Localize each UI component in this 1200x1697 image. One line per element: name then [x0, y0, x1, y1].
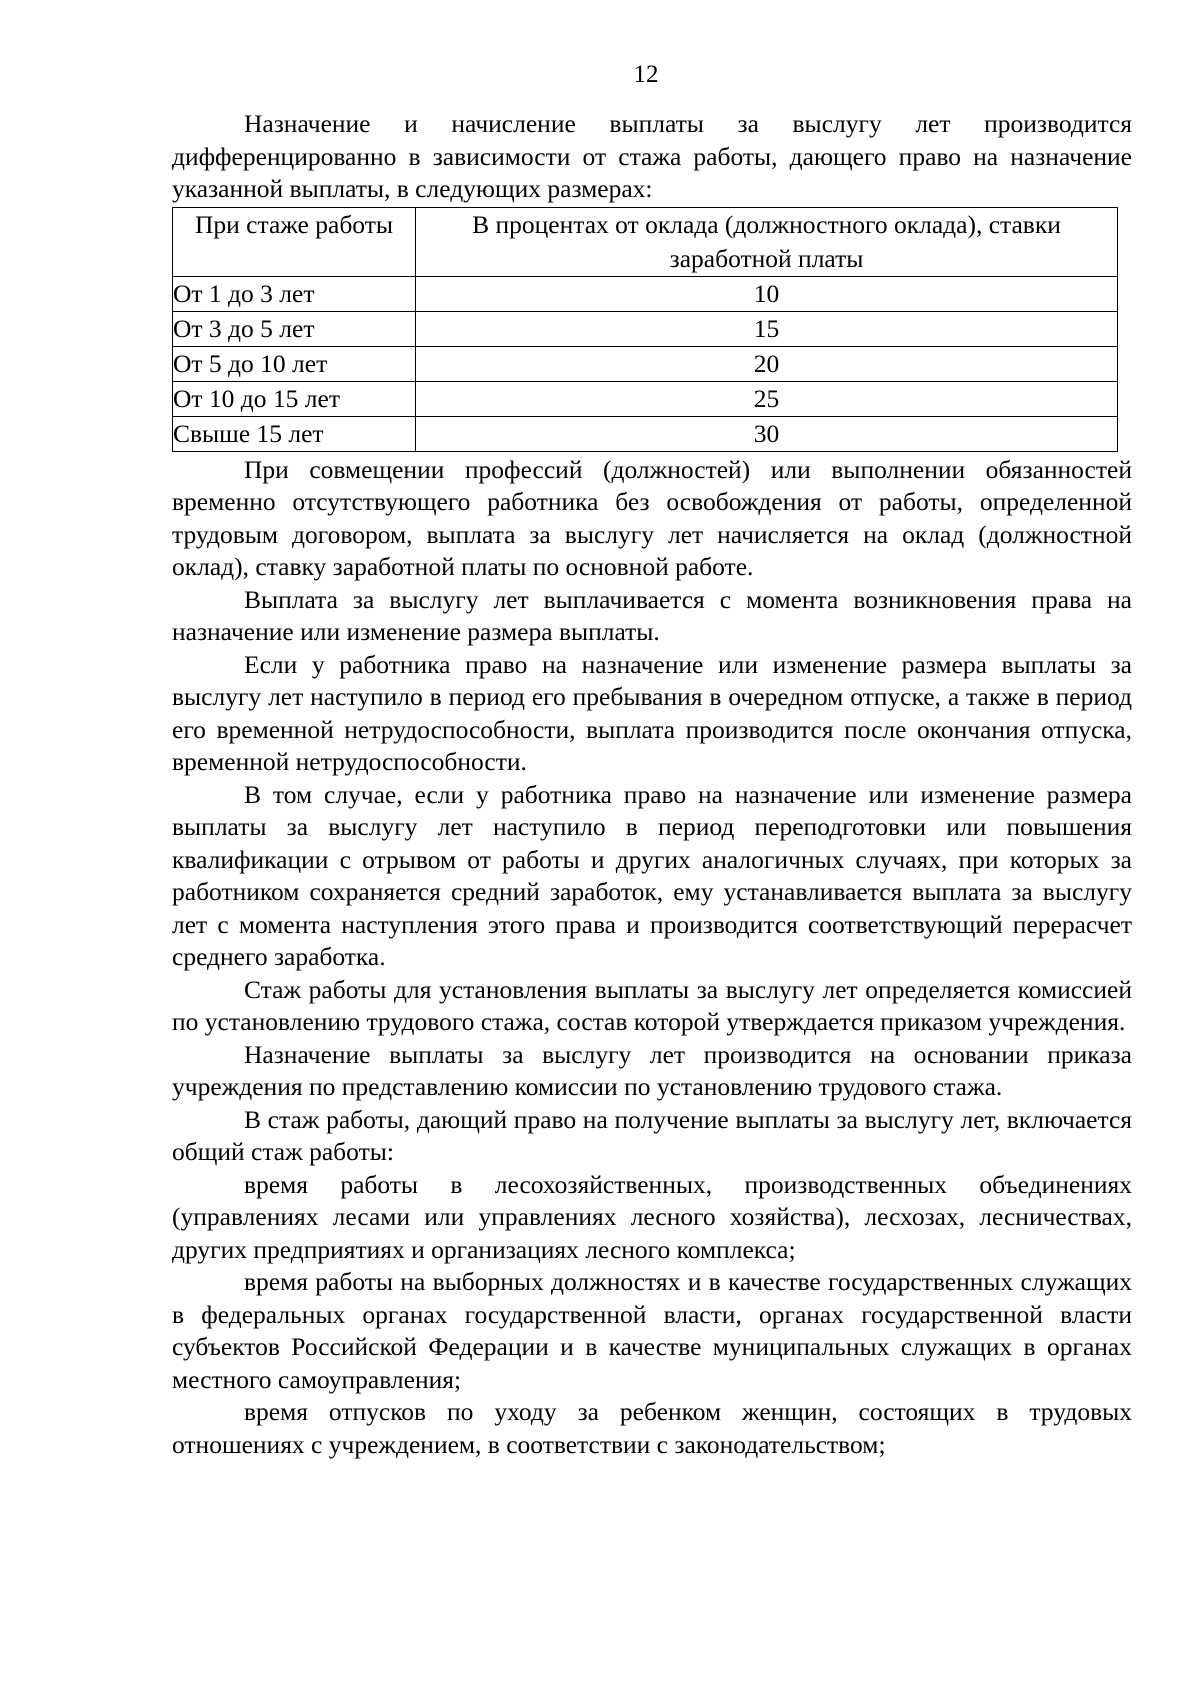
paragraph-commission: Стаж работы для установления выплаты за выслугу лет определяется комиссией по установлению трудового стажа, состав которой утверждается приказом учреждения. [172, 974, 1132, 1036]
percent-cell: 25 [416, 381, 1118, 416]
experience-cell: От 3 до 5 лет [173, 311, 416, 346]
header-cell-experience: При стаже работы [173, 207, 416, 276]
list-item-forestry: время работы в лесохозяйственных, производственных объединениях (управлениях лесами или управлениях лесного хозяйства), лесхозах, лесничествах, других предприятиях и организациях лесного комплекса; [172, 1169, 1132, 1264]
header-cell-percent: В процентах от оклада (должностного оклада), ставки заработной платы [416, 207, 1118, 276]
table-row [173, 311, 1118, 346]
list-item-childcare-leave: время отпусков по уходу за ребенком женщин, состоящих в трудовых отношениях с учреждением, в соответствии с законодательством; [172, 1397, 1132, 1459]
table-row [173, 346, 1118, 381]
experience-cell: От 1 до 3 лет [173, 276, 416, 311]
intro-paragraph: Назначение и начисление выплаты за выслугу лет производится дифференцированно в зависимости от стажа работы, дающего право на назначение указанной выплаты, в следующих размерах: [172, 109, 1132, 203]
percent-cell: 20 [416, 346, 1118, 381]
table-row [173, 381, 1118, 416]
table-row [173, 276, 1118, 311]
seniority-pay-table [172, 207, 1118, 452]
document-page [172, 60, 1132, 1461]
paragraph-retraining: В том случае, если у работника право на назначение или изменение размера выплаты за выслугу лет наступило в период переподготовки или повышения квалификации с отрывом от работы и других аналогичных случаях, при которых за работником сохраняется средний заработок, ему устанавливается выплата за выслугу лет с момента наступления этого права и производится соответствующий перерасчет среднего заработка. [172, 779, 1132, 971]
percent-cell: 15 [416, 311, 1118, 346]
table-row [173, 416, 1118, 451]
paragraph-order: Назначение выплаты за выслугу лет производится на основании приказа учреждения по представлению комиссии по установлению трудового стажа. [172, 1039, 1132, 1101]
percent-cell: 30 [416, 416, 1118, 451]
experience-cell: Свыше 15 лет [173, 416, 416, 451]
experience-cell: От 5 до 10 лет [173, 346, 416, 381]
table-header-row [173, 207, 1118, 276]
paragraph-combining-duties: При совмещении профессий (должностей) или выполнении обязанностей временно отсутствующего работника без освобождения от работы, определенной трудовым договором, выплата за выслугу лет начисляется на оклад (должностной оклад), ставку заработной платы по основной работе. [172, 454, 1132, 581]
paragraph-payment-start: Выплата за выслугу лет выплачивается с момента возникновения права на назначение или изменение размера выплаты. [172, 584, 1132, 646]
list-item-civil-service: время работы на выборных должностях и в качестве государственных служащих в федеральных органах государственной власти, органах государственной власти субъектов Российской Федерации и в качестве муниципальных служащих в органах местного самоуправления; [172, 1267, 1132, 1394]
page-number: 12 [633, 61, 659, 88]
percent-cell: 10 [416, 276, 1118, 311]
paragraph-vacation-disability: Если у работника право на назначение или изменение размера выплаты за выслугу лет наступило в период его пребывания в очередном отпуске, а также в период его временной нетрудоспособности, выплата производится после окончания отпуска, временной нетрудоспособности. [172, 649, 1132, 776]
paragraph-experience-includes: В стаж работы, дающий право на получение выплаты за выслугу лет, включается общий стаж работы: [172, 1104, 1132, 1166]
experience-cell: От 10 до 15 лет [173, 381, 416, 416]
